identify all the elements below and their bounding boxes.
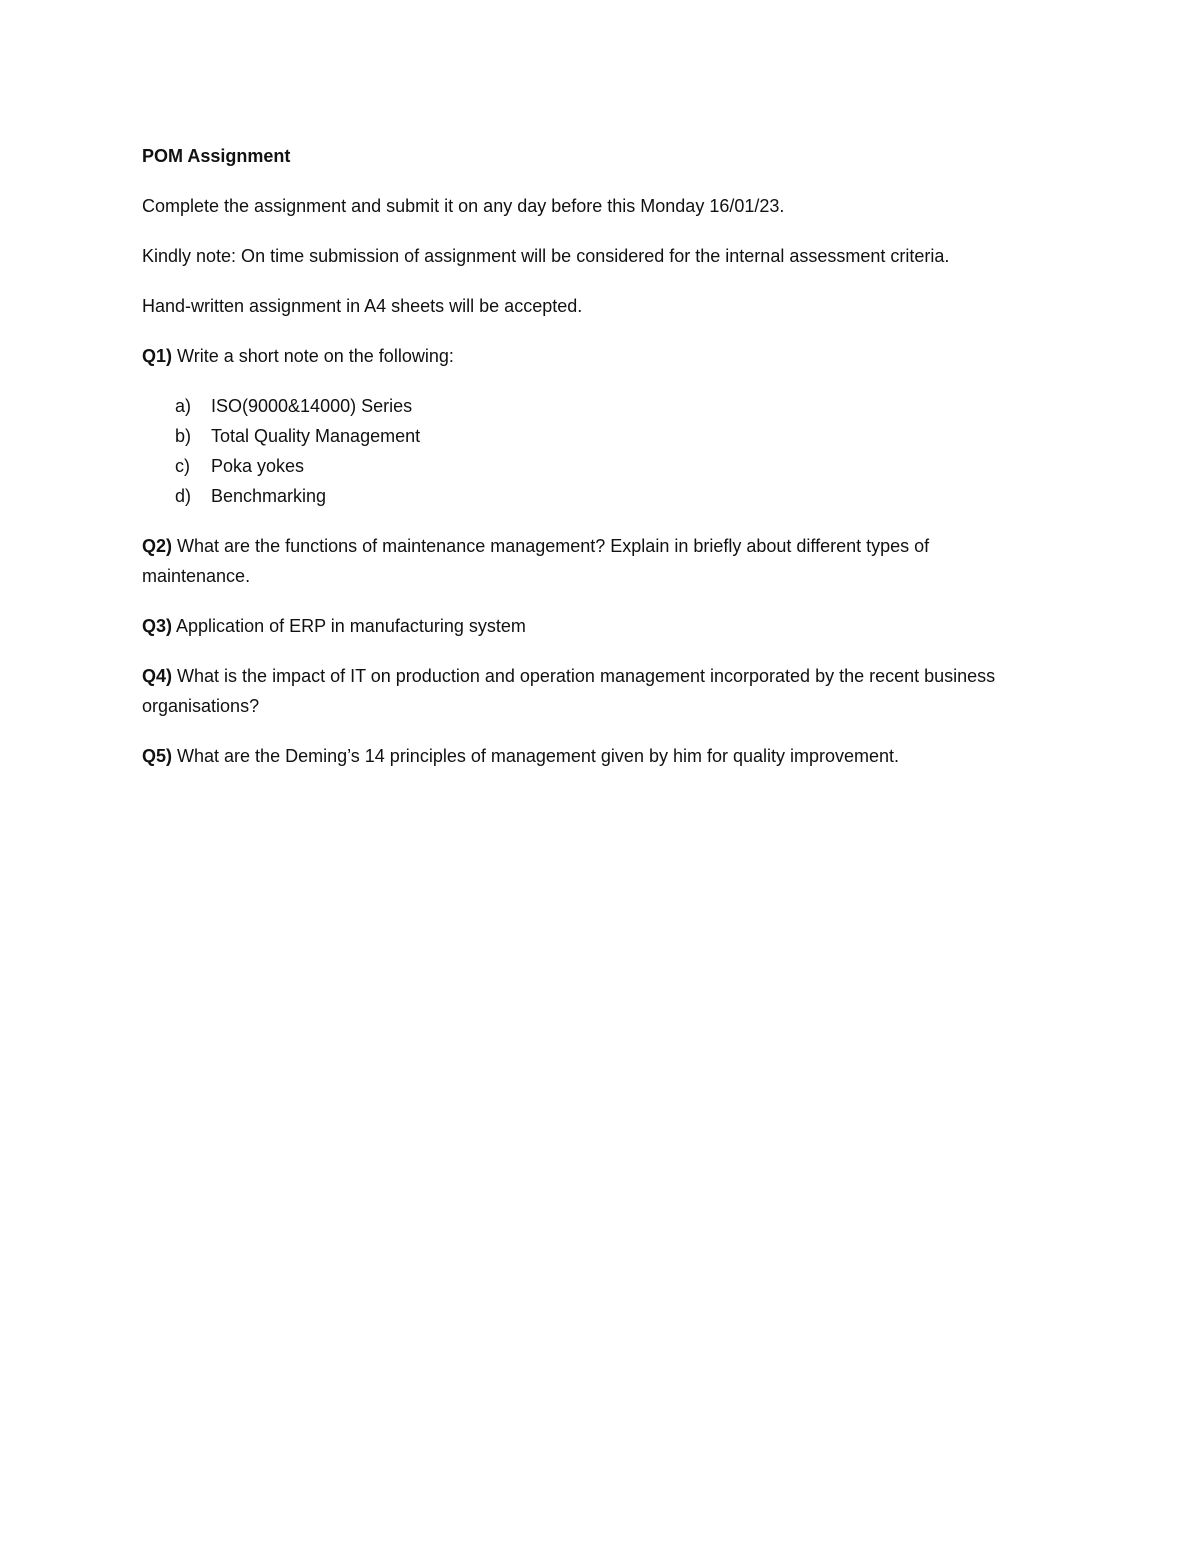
question-label: Q1): [142, 346, 173, 366]
note-text: Kindly note: On time submission of assignment will be considered for the internal assessment criteria.: [142, 246, 950, 266]
acceptance-text: Hand-written assignment in A4 sheets will be accepted.: [142, 296, 583, 316]
question-text: What are the Deming’s 14 principles of management given by him for quality improvement.: [177, 746, 900, 766]
list-item-text: Benchmarking: [211, 486, 327, 506]
question-1: [142, 341, 1042, 371]
list-item: [142, 451, 1042, 481]
list-item: [142, 391, 1042, 421]
question-text: Application of ERP in manufacturing system: [176, 616, 526, 636]
document-body: [142, 141, 1042, 791]
question-1-list: [142, 391, 1042, 511]
question-text: Write a short note on the following:: [177, 346, 454, 366]
question-label: Q5): [142, 746, 173, 766]
list-item-text: Poka yokes: [211, 456, 305, 476]
list-item-text: Total Quality Management: [211, 426, 421, 446]
question-text: What is the impact of IT on production and operation management incorporated by the recent business organisations?: [142, 666, 996, 716]
question-2: [142, 531, 1042, 591]
list-marker: c): [175, 456, 190, 476]
question-5: [142, 741, 1042, 771]
question-label: Q3): [142, 616, 173, 636]
list-marker: b): [175, 426, 192, 446]
list-item: [142, 481, 1042, 511]
document-title: POM Assignment: [142, 146, 291, 166]
question-label: Q4): [142, 666, 173, 686]
question-label: Q2): [142, 536, 173, 556]
instruction-text: Complete the assignment and submit it on any day before this Monday 16/01/23.: [142, 196, 785, 216]
question-text: What are the functions of maintenance management? Explain in briefly about different types of maintenance.: [142, 536, 930, 586]
list-marker: d): [175, 486, 192, 506]
list-item-text: ISO(9000&14000) Series: [211, 396, 413, 416]
question-3: [142, 611, 1042, 641]
list-item: [142, 421, 1042, 451]
question-4: [142, 661, 1042, 721]
list-marker: a): [175, 396, 192, 416]
